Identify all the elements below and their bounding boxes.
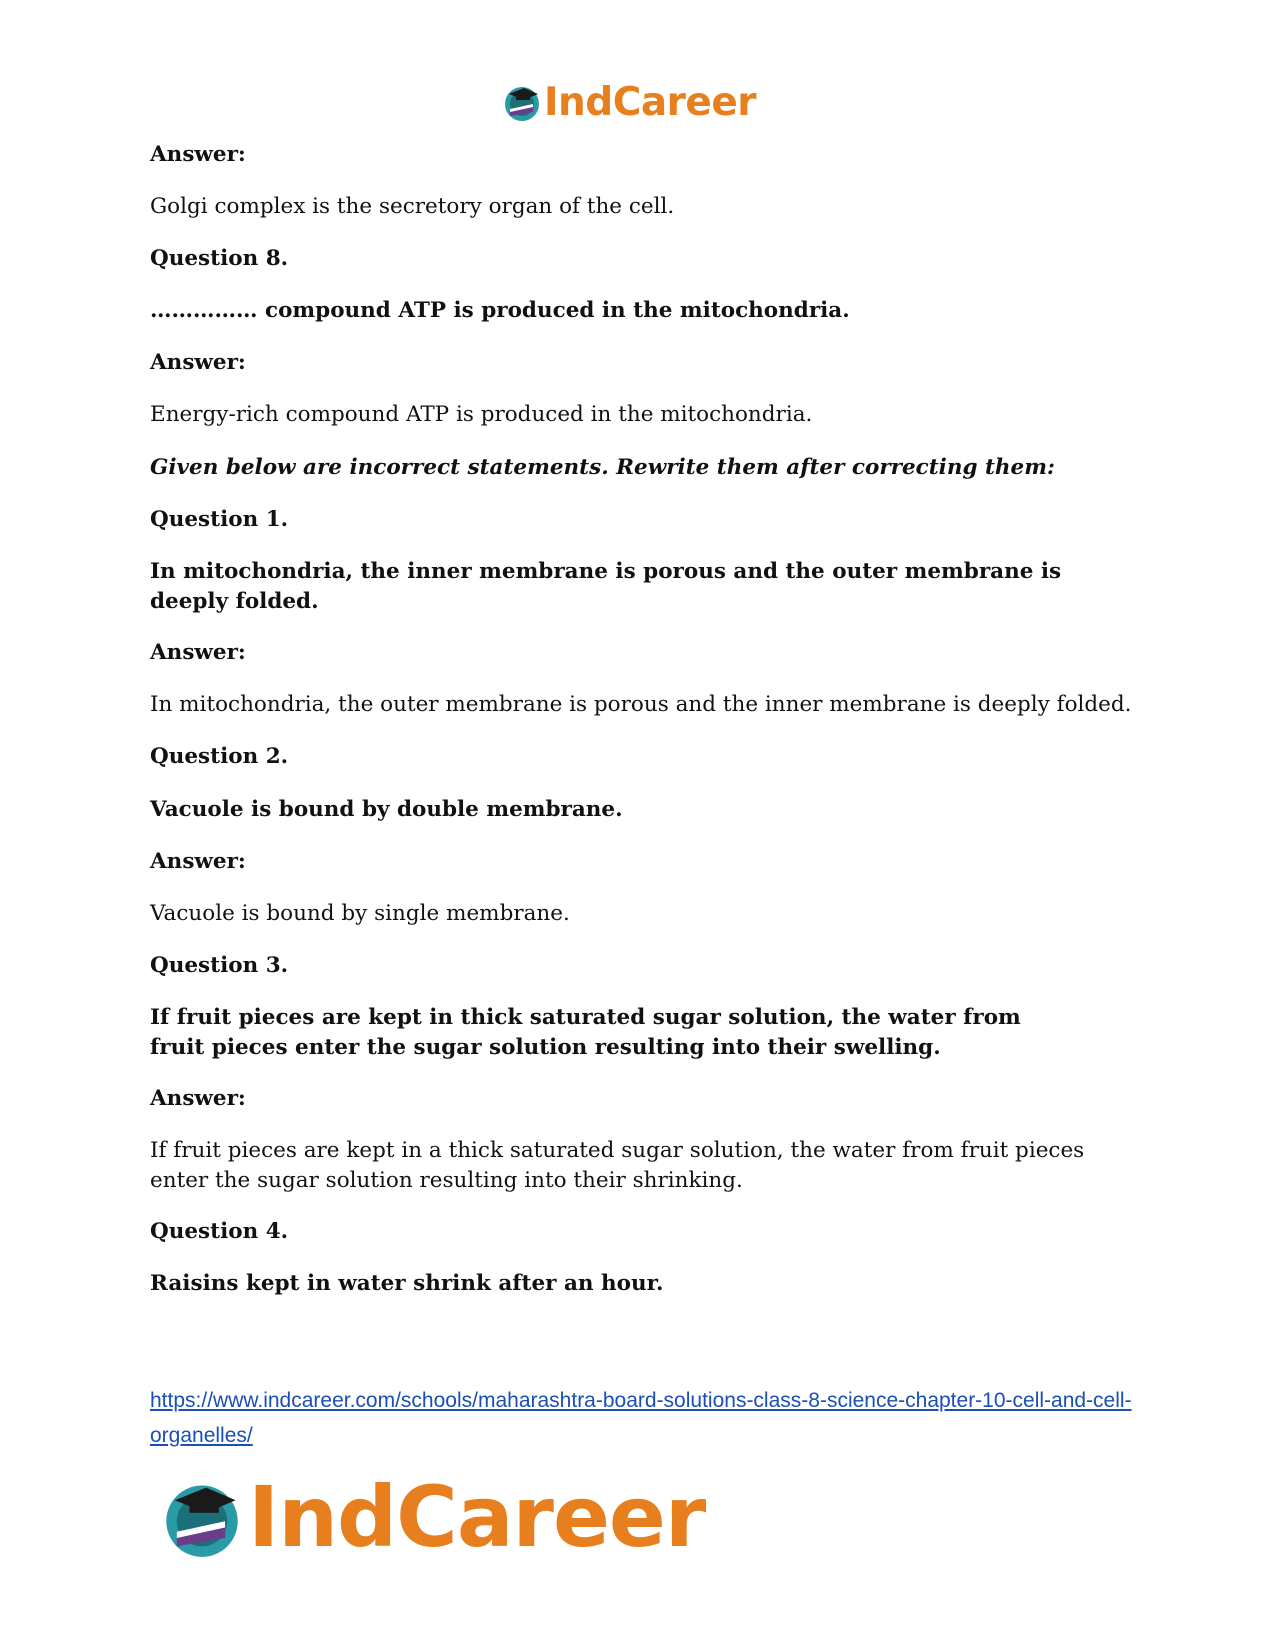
answer-label: Answer: [150, 350, 246, 375]
answer-text: Vacuole is bound by single membrane. [150, 901, 570, 926]
question-text: Raisins kept in water shrink after an hour. [150, 1271, 664, 1296]
question-heading: Question 3. [150, 953, 289, 978]
answer-label: Answer: [150, 640, 246, 665]
answer-text: Golgi complex is the secretory organ of the cell. [150, 194, 675, 219]
question-text: In mitochondria, the inner membrane is porous and the outer membrane is deeply folded. [150, 559, 1062, 614]
header-logo [502, 80, 756, 124]
answer-label: Answer: [150, 849, 246, 874]
graduation-cap-icon [502, 82, 542, 122]
brand-wordmark: IndCareer [544, 79, 756, 125]
question-heading: Question 2. [150, 744, 289, 769]
question-text: …………… compound ATP is produced in the mitochondria. [150, 298, 850, 323]
answer-label: Answer: [150, 142, 246, 167]
section-heading: Given below are incorrect statements. Rewrite them after correcting them: [150, 455, 1055, 480]
footer-logo [160, 1468, 706, 1566]
answer-text: If fruit pieces are kept in a thick saturated sugar solution, the water from fruit pieces enter the sugar solution resulting into their shrinking. [150, 1138, 1085, 1193]
answer-label: Answer: [150, 1086, 246, 1111]
question-text: Vacuole is bound by double membrane. [150, 797, 623, 822]
source-link[interactable]: https://www.indcareer.com/schools/maharashtra-board-solutions-class-8-science-chapter-10-cell-and-cell-organelles/ [150, 1389, 1132, 1447]
answer-text: In mitochondria, the outer membrane is porous and the inner membrane is deeply folded. [150, 692, 1132, 717]
graduation-cap-icon [160, 1475, 244, 1559]
brand-wordmark: IndCareer [248, 1468, 706, 1566]
question-heading: Question 8. [150, 246, 289, 271]
answer-text: Energy-rich compound ATP is produced in the mitochondria. [150, 402, 813, 427]
question-text: If fruit pieces are kept in thick saturated sugar solution, the water from fruit pieces enter the sugar solution resulting into their swelling. [150, 1005, 1021, 1060]
question-heading: Question 4. [150, 1219, 289, 1244]
question-heading: Question 1. [150, 507, 289, 532]
